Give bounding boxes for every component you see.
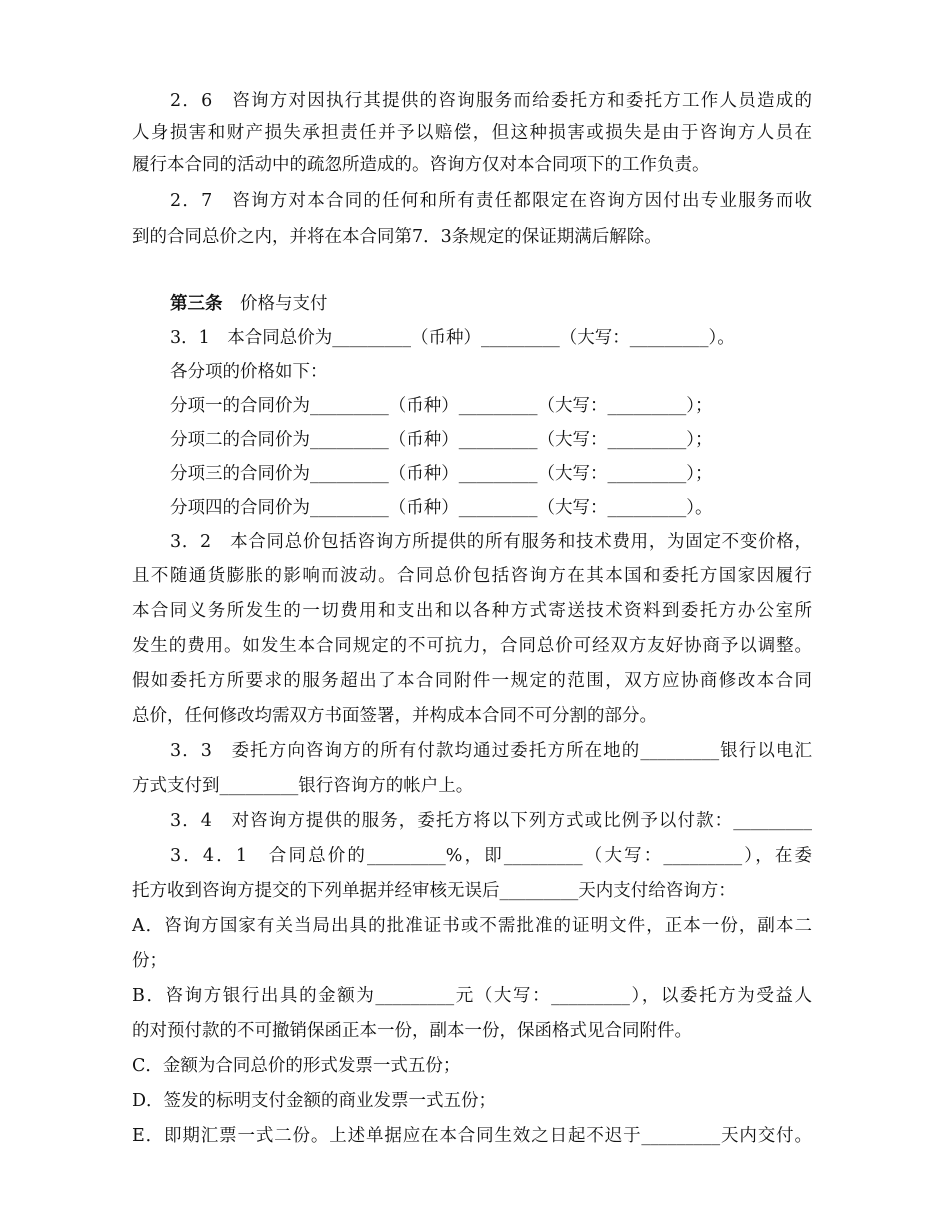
clause-2-6-line-1: 2．6 咨询方对因执行其提供的咨询服务而给委托方和委托方工作人员造成的 [170, 91, 812, 111]
clause-2-7-line-1: 2．7 咨询方对本合同的任何和所有责任都限定在咨询方因付出专业服务而收 [170, 191, 812, 211]
clause-3-1-line: 3．1 本合同总价为_________（币种）_________（大写：_________）。 [170, 328, 735, 348]
section-number: 第三条 [170, 294, 223, 314]
clause-3-4-1-line-1: 3．4．1 合同总价的_________%，即_________（大写：_________），在委 [170, 846, 812, 866]
document-b-line-1: B．咨询方银行出具的金额为_________元（大写：_________），以委托方为受益人 [132, 986, 812, 1006]
clause-3-2-line-4: 发生的费用。如发生本合同规定的不可抗力，合同总价可经双方友好协商予以调整。 [132, 636, 812, 656]
clause-3-2-line-5: 假如委托方所要求的服务超出了本合同附件一规定的范围，双方应协商修改本合同 [132, 671, 812, 691]
item-prices-intro: 各分项的价格如下： [170, 362, 328, 382]
document-b-line-2: 的对预付款的不可撤销保函正本一份，副本一份，保函格式见合同附件。 [132, 1021, 692, 1041]
clause-3-3-line-2: 方式支付到_________银行咨询方的帐户上。 [132, 776, 474, 796]
item-1-price: 分项一的合同价为_________（币种）_________（大写：_________）； [170, 396, 713, 416]
clause-2-6-line-2: 人身损害和财产损失承担责任并予以赔偿，但这种损害或损失是由于咨询方人员在 [132, 123, 812, 143]
document-d-line: D．签发的标明支付金额的商业发票一式五份； [132, 1091, 497, 1111]
document-c-line: C．金额为合同总价的形式发票一式五份； [132, 1056, 461, 1076]
item-3-price: 分项三的合同价为_________（币种）_________（大写：_________）； [170, 464, 713, 484]
section-title: 价格与支付 [240, 294, 328, 314]
clause-3-4-1-line-2: 托方收到咨询方提交的下列单据并经审核无误后_________天内支付给咨询方： [132, 881, 736, 901]
section-heading [170, 293, 812, 315]
clause-3-2-line-2: 且不随通货膨胀的影响而波动。合同总价包括咨询方在其本国和委托方国家因履行 [132, 566, 812, 586]
item-2-price: 分项二的合同价为_________（币种）_________（大写：_________）； [170, 430, 713, 450]
item-4-price: 分项四的合同价为_________（币种）_________（大写：_________）。 [170, 498, 713, 518]
document-e-line: E．即期汇票一式二份。上述单据应在本合同生效之日起不迟于_________天内交付。 [132, 1126, 812, 1146]
document-a-line-1: A．咨询方国家有关当局出具的批准证书或不需批准的证明文件，正本一份，副本二 [132, 916, 812, 936]
clause-3-2-line-1: 3．2 本合同总价包括咨询方所提供的所有服务和技术费用，为固定不变价格， [170, 532, 812, 552]
clause-2-6-line-3: 履行本合同的活动中的疏忽所造成的。咨询方仅对本合同项下的工作负责。 [132, 155, 710, 175]
clause-3-2-line-6: 总价，任何修改均需双方书面签署，并构成本合同不可分割的部分。 [132, 706, 657, 726]
clause-2-7-line-2: 到的合同总价之内，并将在本合同第7．3条规定的保证期满后解除。 [132, 227, 662, 247]
clause-3-2-line-3: 本合同义务所发生的一切费用和支出和以各种方式寄送技术资料到委托方办公室所 [132, 601, 812, 621]
clause-3-3-line-1: 3．3 委托方向咨询方的所有付款均通过委托方所在地的_________银行以电汇 [170, 741, 812, 761]
document-a-line-2: 份； [132, 951, 167, 971]
clause-3-4-line: 3．4 对咨询方提供的服务，委托方将以下列方式或比例予以付款：_________ [170, 811, 812, 831]
